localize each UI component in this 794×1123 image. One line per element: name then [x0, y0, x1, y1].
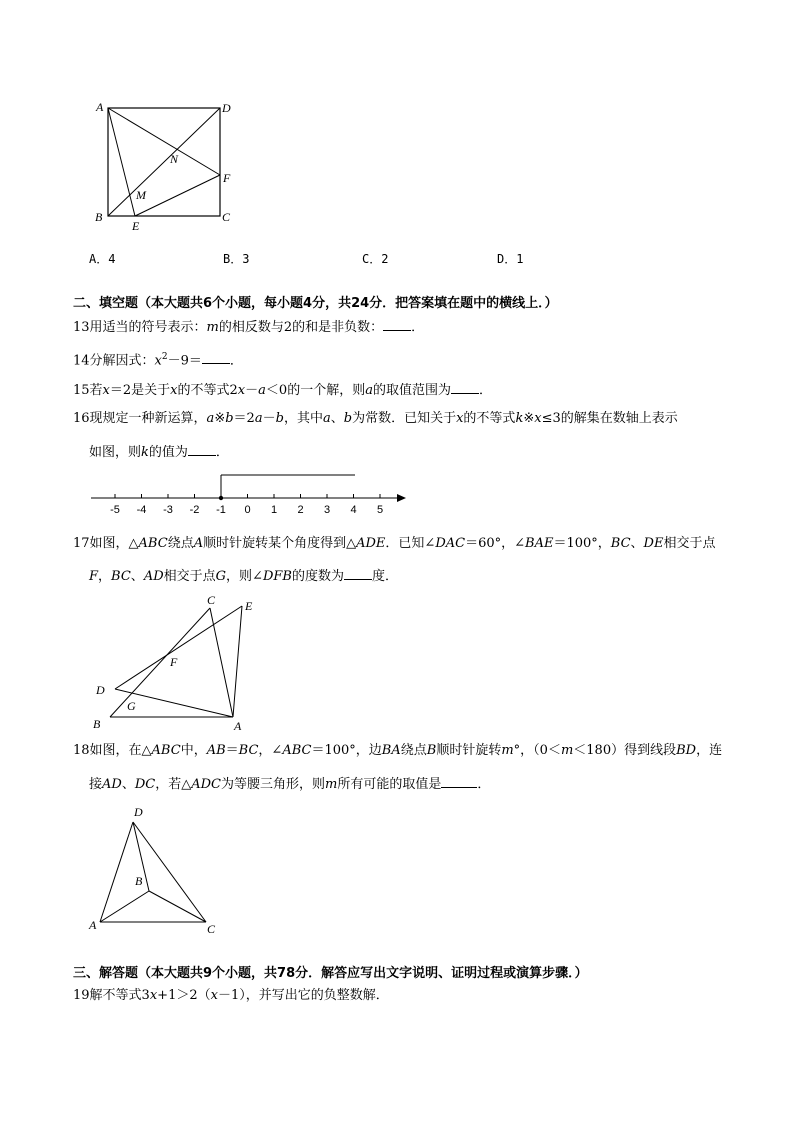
label-D: D [96, 683, 105, 697]
answer-blank-16[interactable] [188, 443, 216, 456]
number-line-label: 1 [270, 504, 278, 516]
rotation-triangle-figure [88, 592, 263, 737]
label-M: M [136, 188, 146, 202]
question-16-line1: 16现规定一种新运算，a※b＝2a－b，其中a、b为常数．已知关于x的不等式k※x≤3的解集在数轴上表示 [73, 411, 678, 426]
square-figure [88, 96, 238, 236]
label-B: B [95, 210, 103, 224]
question-18-line2: 接AD、DC，若△ADC为等腰三角形，则m所有可能的取值是 ． [89, 777, 491, 792]
answer-blank-14[interactable] [202, 351, 230, 364]
label-G: G [127, 699, 136, 713]
number-line-label: -2 [189, 504, 200, 516]
question-18-line1: 18如图，在△ABC中，AB＝BC，∠ABC＝100°，边BA绕点B顺时针旋转m°，（0＜m＜180）得到线段BD，连 [73, 743, 723, 758]
number-line-label: 2 [297, 504, 304, 516]
option-a[interactable]: A．4 [89, 252, 116, 266]
question-15: 15若x＝2是关于x的不等式2x－a＜0的一个解，则a的取值范围为 ． [73, 383, 492, 398]
label-E: E [132, 219, 140, 233]
label-F: F [170, 655, 178, 669]
label-F: F [223, 171, 231, 185]
number-line-label: -3 [163, 504, 173, 516]
answer-blank-13[interactable] [383, 318, 411, 331]
question-16-line2: 如图，则k的值为 ． [89, 445, 229, 460]
number-line-label: 4 [350, 504, 357, 516]
answer-blank-17[interactable] [344, 567, 372, 580]
number-line-label: 3 [323, 504, 331, 516]
number-line-label: 0 [244, 504, 251, 516]
option-c[interactable]: C．2 [362, 252, 389, 266]
label-C: C [222, 210, 231, 224]
section2-title: 二、填空题（本大题共6个小题，每小题4分，共24分．把答案填在题中的横线上．） [73, 296, 558, 311]
question-17-line1: 17如图，△ABC绕点A顺时针旋转某个角度得到△ADE．已知∠DAC＝60°，∠BAE＝100°，BC、DE相交于点 [73, 536, 716, 551]
question-17-line2: F，BC、AD相交于点G，则∠DFB的度数为 度． [89, 569, 398, 584]
label-E: E [245, 599, 253, 613]
isosceles-figure [86, 800, 226, 940]
number-line-label: -1 [216, 504, 226, 516]
number-line-label: -4 [136, 504, 147, 516]
label-D: D [222, 101, 231, 115]
question-13: 13用适当的符号表示：m的相反数与2的和是非负数： ． [73, 320, 425, 335]
label-N: N [170, 152, 179, 166]
label-C: C [207, 593, 216, 607]
label-A: A [96, 100, 104, 114]
option-b[interactable]: B．3 [223, 252, 250, 266]
answer-blank-18[interactable] [441, 775, 477, 788]
label-B: B [135, 874, 143, 888]
number-line-figure [88, 466, 410, 516]
question-14: 14分解因式：$x^2-9=$ ． [73, 352, 243, 369]
label-A: A [234, 719, 242, 733]
label-A: A [89, 918, 97, 932]
answer-blank-15[interactable] [451, 381, 479, 394]
section3-title: 三、解答题（本大题共9个小题，共78分．解答应写出文字说明、证明过程或演算步骤．） [73, 966, 588, 981]
option-d[interactable]: D．1 [497, 252, 524, 266]
question-19: 19解不等式3x+1＞2（x－1），并写出它的负整数解． [73, 988, 389, 1003]
number-line-label: -5 [110, 504, 120, 516]
label-D: D [134, 805, 143, 819]
label-B: B [93, 717, 101, 731]
number-line-label: 5 [376, 504, 384, 516]
label-C: C [207, 922, 216, 936]
